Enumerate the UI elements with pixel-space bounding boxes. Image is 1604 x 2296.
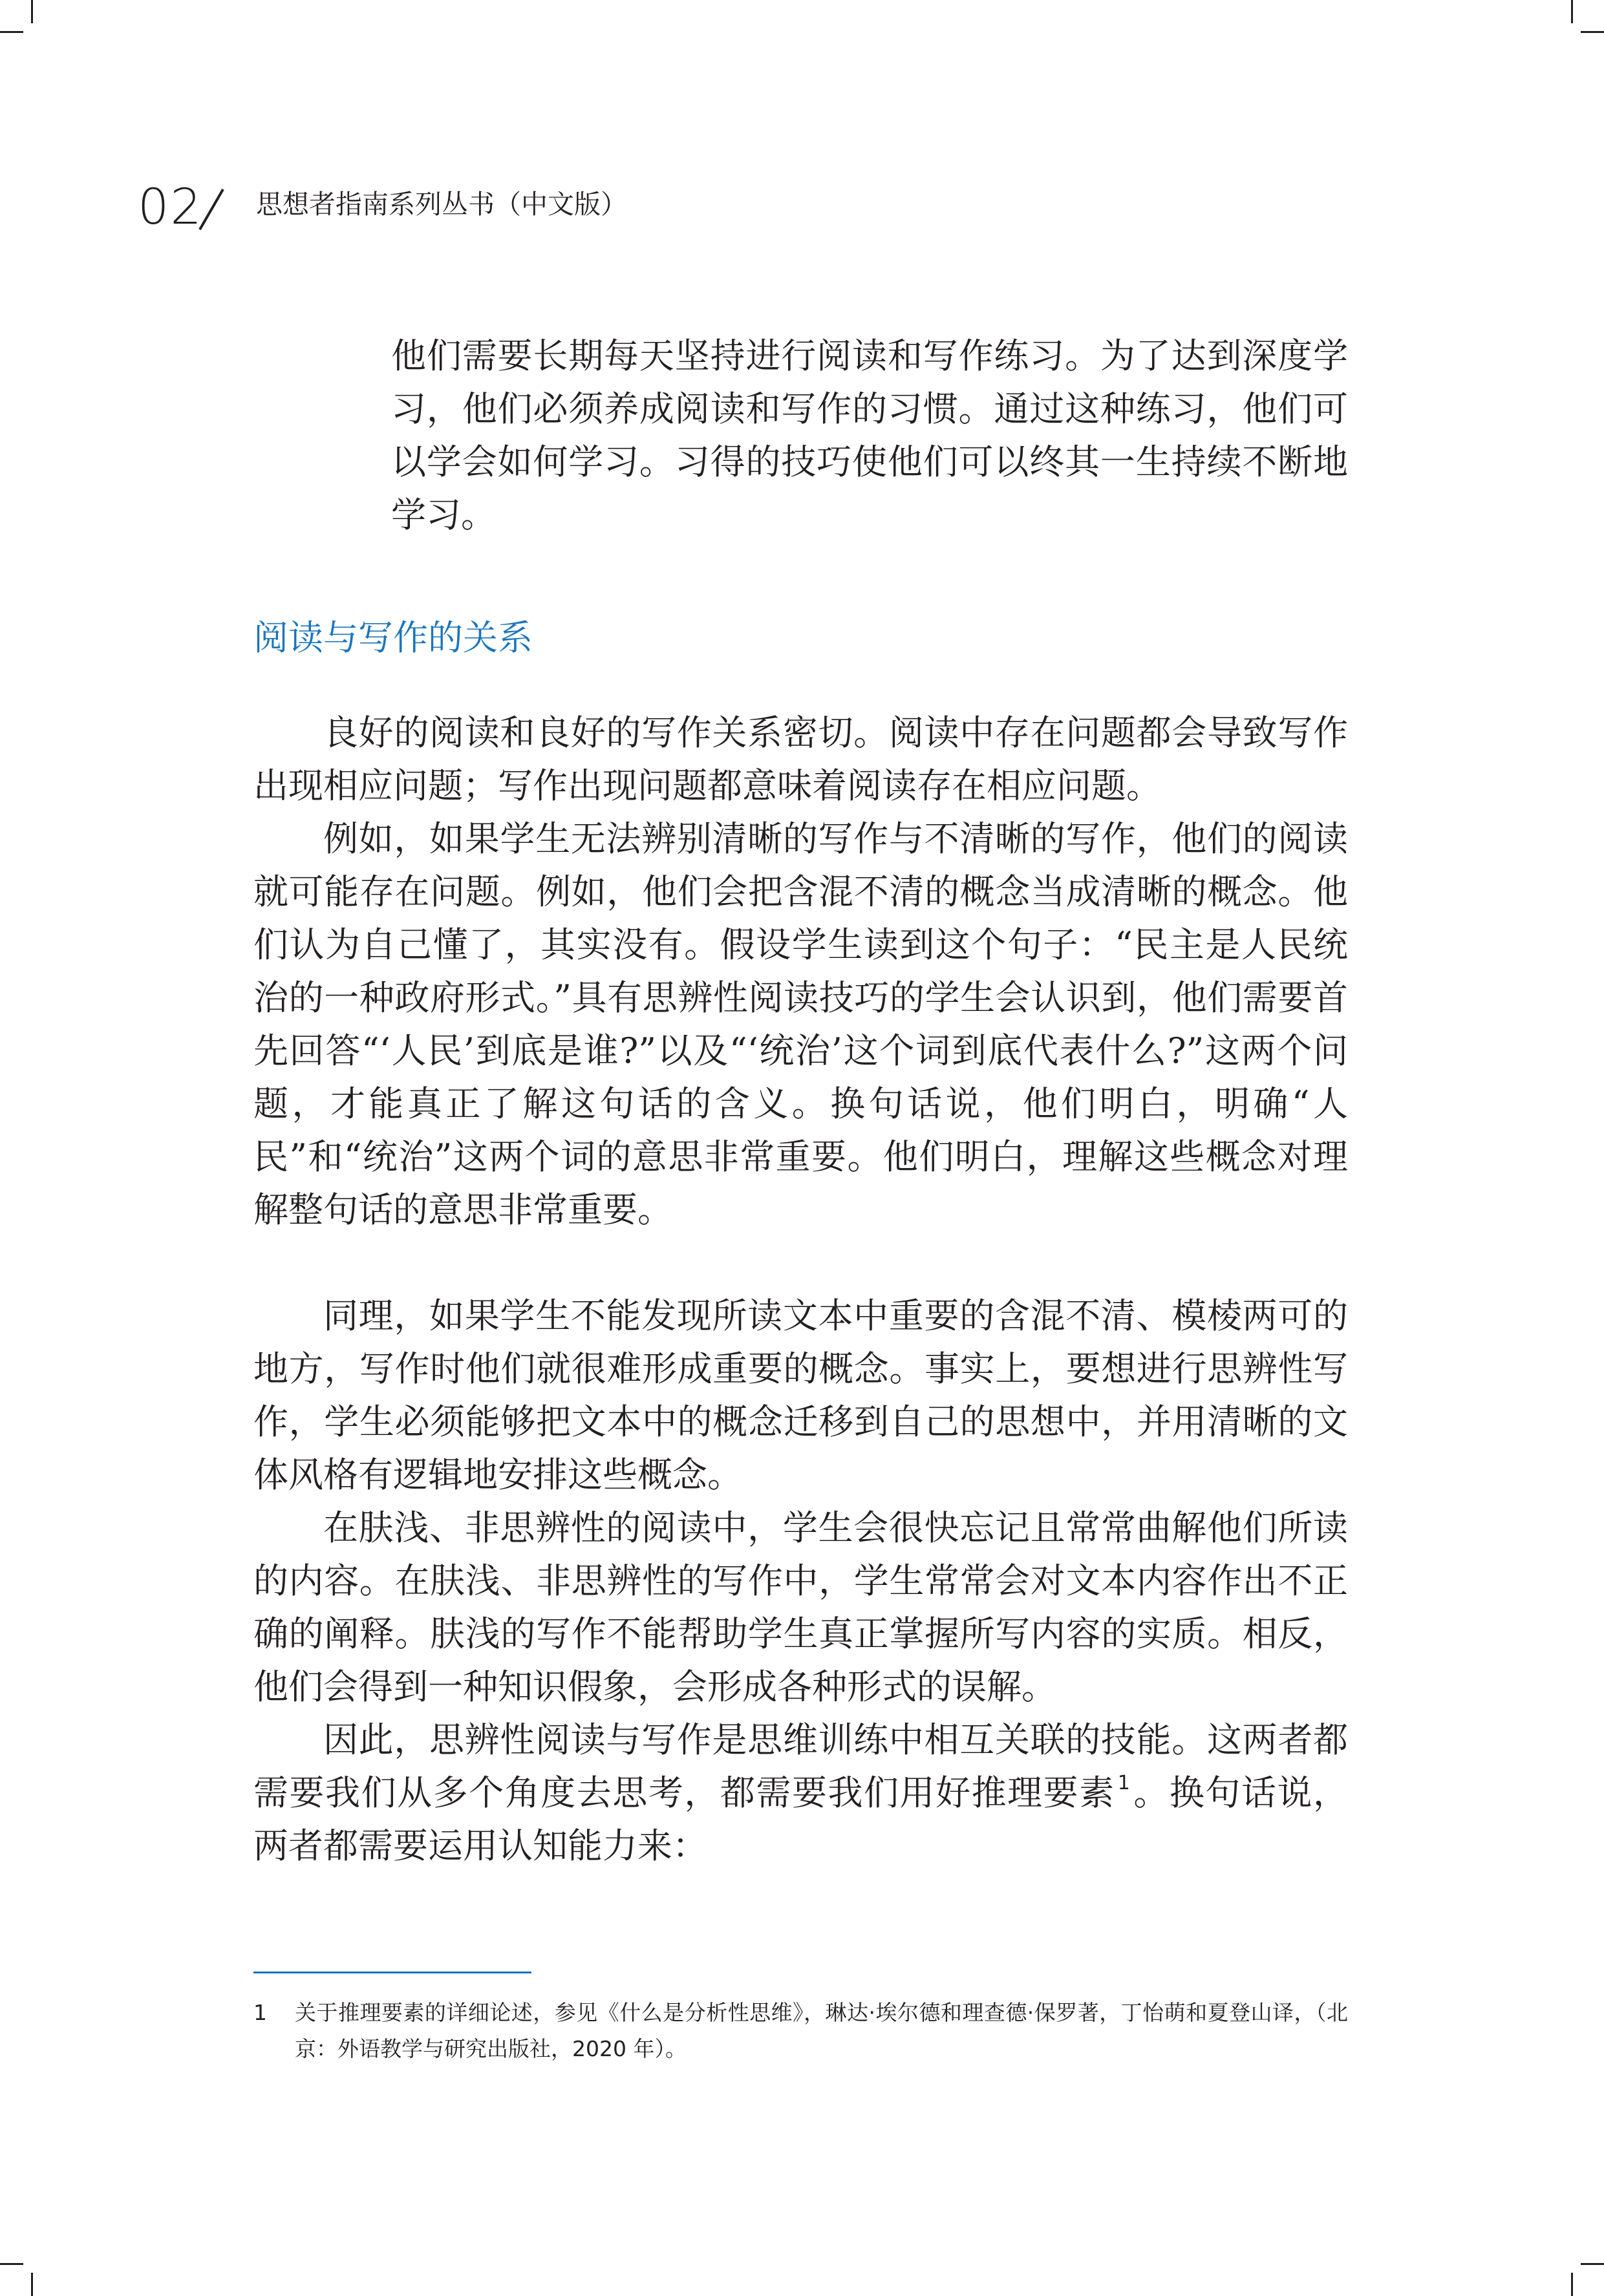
series-title: 思想者指南系列丛书（中文版） xyxy=(256,189,627,220)
paragraph-5 xyxy=(253,1714,1348,1873)
section-heading: 阅读与写作的关系 xyxy=(253,617,533,658)
paragraph-5-text-a: 因此，思辨性阅读与写作是思维训练中相互关联的技能。这两者都需要我们从多个角度去思考，都需要我们用好推理要素 xyxy=(253,1719,1348,1813)
footnote xyxy=(253,1995,1348,2067)
crop-mark-bottom-left-h xyxy=(0,2263,23,2265)
paragraph-4: 在肤浅、非思辨性的阅读中，学生会很快忘记且常常曲解他们所读的内容。在肤浅、非思辨性的写作中，学生常常会对文本内容作出不正确的阐释。肤浅的写作不能帮助学生真正掌握所写内容的实质。相反，他们会得到一种知识假象，会形成各种形式的误解。 xyxy=(253,1507,1348,1707)
footnote-rule xyxy=(253,1972,531,1973)
crop-mark-top-left-h xyxy=(0,31,23,33)
paragraph-2: 例如，如果学生无法辨别清晰的写作与不清晰的写作，他们的阅读就可能存在问题。例如，他们会把含混不清的概念当成清晰的概念。他们认为自己懂了，其实没有。假设学生读到这个句子：“民主是人民统治的一种政府形式。”具有思辨性阅读技巧的学生会认识到，他们需要首先回答“‘人民’到底是谁?”以及“‘统治’这个词到底代表什么?”这两个问题，才能真正了解这句话的含义。换句话说，他们明白，明确“人民”和“统治”这两个词的意思非常重要。他们明白，理解这些概念对理解整句话的意思非常重要。 xyxy=(253,818,1348,1230)
crop-mark-top-left xyxy=(31,0,33,23)
footnote-reference[interactable]: 1 xyxy=(1117,1772,1130,1794)
crop-mark-top-right-h xyxy=(1581,31,1604,33)
paragraph-5-text-b: 。换句话说，两者都需要运用认知能力来： xyxy=(253,1772,1349,1866)
crop-mark-bottom-right xyxy=(1571,2273,1573,2296)
quote-block: 他们需要长期每天坚持进行阅读和写作练习。为了达到深度学习，他们必须养成阅读和写作的习惯。通过这种练习，他们可以学会如何学习。习得的技巧使他们可以终其一生持续不断地学习。 xyxy=(391,335,1348,535)
paragraph-1: 良好的阅读和良好的写作关系密切。阅读中存在问题都会导致写作出现相应问题；写作出现问题都意味着阅读存在相应问题。 xyxy=(253,712,1348,806)
footnote-text: 关于推理要素的详细论述，参见《什么是分析性思维》，琳达·埃尔德和理查德·保罗著，丁怡萌和夏登山译，（北京：外语教学与研究出版社，2020 年）。 xyxy=(295,2000,1348,2061)
page-number: 02 xyxy=(138,178,203,235)
crop-mark-bottom-right-h xyxy=(1581,2263,1604,2265)
footnote-number: 1 xyxy=(253,2000,267,2025)
crop-mark-top-right xyxy=(1571,0,1573,23)
paragraph-3: 同理，如果学生不能发现所读文本中重要的含混不清、模棱两可的地方，写作时他们就很难形成重要的概念。事实上，要想进行思辨性写作，学生必须能够把文本中的概念迁移到自己的思想中，并用清晰的文体风格有逻辑地安排这些概念。 xyxy=(253,1295,1348,1495)
running-header xyxy=(138,175,627,239)
crop-mark-bottom-left xyxy=(31,2273,33,2296)
